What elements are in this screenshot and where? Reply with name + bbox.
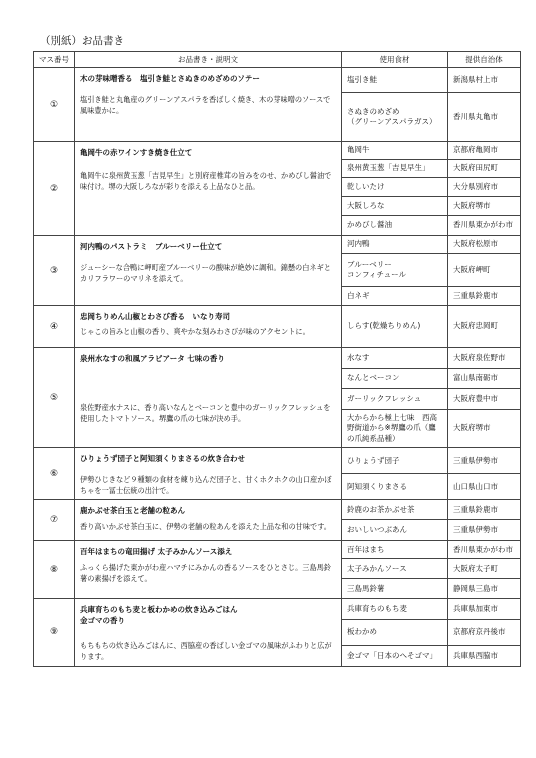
origin-cell: 三重県伊勢市: [448, 448, 521, 474]
table-header-row: [34, 52, 521, 68]
page-title: （別紙）お品書き: [40, 35, 124, 47]
origin-cell: 静岡県三島市: [448, 579, 521, 599]
origin-cell: 大阪府松原市: [448, 236, 521, 254]
ingredient-cell: 大からから極上七味 西高野街道から※堺鷹の爪（鷹の爪純系品種）: [342, 410, 448, 448]
table-row: [34, 68, 521, 93]
dish-description-cell: [75, 236, 342, 306]
dish-number: ⑤: [34, 348, 75, 448]
table-row: [34, 306, 521, 348]
dish-description: 香り高いかぶせ茶白玉に、伊勢の老舗の粒あんを添えた上品な和の甘味です。: [80, 522, 331, 532]
ingredient-cell: 板わかめ: [342, 620, 448, 646]
origin-cell: 京都府亀岡市: [448, 142, 521, 160]
table-row: [34, 500, 521, 520]
table-row: [34, 541, 521, 559]
dish-description-cell: [75, 68, 342, 142]
dish-name: 木の芽味噌香る 塩引き鮭とさぬきのめざめのソテー: [80, 74, 260, 83]
dish-description-cell: [75, 448, 342, 500]
dish-number: ⑨: [34, 599, 75, 666]
header-ingredients: 使用食材: [342, 52, 448, 68]
ingredient-cell: なんとベーコン: [342, 369, 448, 389]
dish-description: 伊勢ひじきなど９種類の食材を練り込んだ団子と、甘くホクホクの山口産かぼちゃを一冨士伝統の出汁で。: [80, 475, 332, 496]
origin-cell: 香川県丸亀市: [448, 93, 521, 142]
dish-number: ②: [34, 142, 75, 236]
origin-cell: 京都府京丹後市: [448, 620, 521, 646]
ingredient-cell: 塩引き鮭: [342, 68, 448, 93]
origin-cell: 香川県東かがわ市: [448, 216, 521, 236]
dish-name: 百年はまちの竜田揚げ 太子みかんソース添え: [80, 547, 233, 557]
dish-description-cell: [75, 500, 342, 541]
ingredient-cell: さぬきのめざめ （グリーンアスパラガス）: [342, 93, 448, 142]
origin-cell: 大阪府豊中市: [448, 389, 521, 410]
dish-description-cell: [75, 599, 342, 666]
dish-name: 河内鴨のパストラミ ブルーベリー仕立て: [80, 242, 223, 251]
origin-cell: 三重県鈴鹿市: [448, 287, 521, 306]
origin-cell: 香川県東かがわ市: [448, 541, 521, 559]
origin-cell: 山口県山口市: [448, 474, 521, 500]
ingredient-cell: 太子みかんソース: [342, 559, 448, 579]
ingredient-cell: おいしいつぶあん: [342, 520, 448, 541]
dish-name: 亀岡牛の赤ワインすき焼き仕立て: [80, 148, 193, 157]
dish-number: ⑥: [34, 448, 75, 500]
ingredient-cell: 亀岡牛: [342, 142, 448, 160]
dish-number: ⑦: [34, 500, 75, 541]
dish-description: 塩引き鮭と丸亀産のグリーンアスパラを香ばしく焼き、木の芽味噌のソースで風味豊かに。: [80, 95, 331, 116]
origin-cell: 兵庫県加東市: [448, 599, 521, 620]
dish-number: ⑧: [34, 541, 75, 599]
table-row: [34, 448, 521, 474]
origin-cell: 富山県南砺市: [448, 369, 521, 389]
header-origin: 提供自治体: [448, 52, 521, 68]
origin-cell: 兵庫県西脇市: [448, 645, 521, 666]
dish-name: 鹿かぶせ茶白玉と老舗の粒あん: [80, 506, 185, 516]
header-number: マス番号: [34, 52, 75, 68]
dish-description: もちもちの炊き込みごはんに、西脇産の香ばしい金ゴマの風味がふわりと広がります。: [80, 641, 332, 662]
dish-description-cell: [75, 541, 342, 599]
dish-description: ふっくら揚げた東かがわ産ハマチにみかんの香るソースをひとさじ。三島馬鈴薯の素揚げを添えて。: [80, 563, 332, 584]
ingredient-cell: 百年はまち: [342, 541, 448, 559]
ingredient-cell: ひりょうず団子: [342, 448, 448, 474]
dish-name: 泉州水なすの和風アラビアータ 七味の香り: [80, 354, 225, 363]
dish-number: ③: [34, 236, 75, 306]
table-row: [34, 236, 521, 254]
origin-cell: 新潟県村上市: [448, 68, 521, 93]
ingredient-cell: 河内鴨: [342, 236, 448, 254]
ingredient-cell: 金ゴマ「日本のへそゴマ」: [342, 645, 448, 666]
ingredient-cell: 乾しいたけ: [342, 178, 448, 197]
origin-cell: 大分県別府市: [448, 178, 521, 197]
dish-name: 忠岡ちりめん山椒とわさび香る いなり寿司: [80, 312, 230, 321]
ingredient-cell: 兵庫育ちのもち麦: [342, 599, 448, 620]
table-row: [34, 142, 521, 160]
origin-cell: 三重県鈴鹿市: [448, 500, 521, 520]
ingredient-cell: 大阪しろな: [342, 197, 448, 216]
ingredient-cell: 三島馬鈴薯: [342, 579, 448, 599]
dish-description-cell: [75, 306, 342, 348]
table-row: [34, 348, 521, 369]
origin-cell: 大阪府堺市: [448, 410, 521, 448]
ingredient-cell: 鈴鹿のお茶かぶせ茶: [342, 500, 448, 520]
dish-description-cell: [75, 142, 342, 236]
ingredient-cell: 白ネギ: [342, 287, 448, 306]
ingredient-cell: ブルーベリー コンフィチュール: [342, 254, 448, 287]
origin-cell: 三重県伊勢市: [448, 520, 521, 541]
origin-cell: 大阪府岬町: [448, 254, 521, 287]
menu-table-body: [34, 68, 521, 667]
dish-name: 兵庫育ちのもち麦と板わかめの炊き込みごはん 金ゴマの香り: [80, 605, 238, 626]
origin-cell: 大阪府忠岡町: [448, 306, 521, 348]
dish-number: ①: [34, 68, 75, 142]
origin-cell: 大阪府太子町: [448, 559, 521, 579]
ingredient-cell: ガーリックフレッシュ: [342, 389, 448, 410]
menu-table: [33, 51, 521, 667]
ingredient-cell: 水なす: [342, 348, 448, 369]
dish-description: 泉佐野産水ナスに、香り高いなんとベーコンと豊中のガーリックフレッシュを使用したトマトソース。堺鷹の爪の七味が決め手。: [80, 403, 331, 424]
origin-cell: 大阪府泉佐野市: [448, 348, 521, 369]
ingredient-cell: 阿知須くりまさる: [342, 474, 448, 500]
header-menu-description: お品書き・説明文: [75, 52, 342, 68]
origin-cell: 大阪府田尻町: [448, 160, 521, 178]
origin-cell: 大阪府堺市: [448, 197, 521, 216]
dish-description: じゃこの旨みと山椒の香り、爽やかな刻みわさびが味のアクセントに。: [80, 327, 310, 336]
dish-name: ひりょうず団子と阿知須くりまさるの炊き合わせ: [80, 454, 245, 463]
dish-description-cell: [75, 348, 342, 448]
ingredient-cell: かめびし醤油: [342, 216, 448, 236]
dish-description: 亀岡牛に泉州黄玉葱「吉見早生」と別府産椎茸の旨みをのせ、かめびし醤油で味付け。堺の大阪しろなが彩りを添える上品なひと品。: [80, 171, 332, 192]
ingredient-cell: 泉州黄玉葱「吉見早生」: [342, 160, 448, 178]
dish-number: ④: [34, 306, 75, 348]
table-row: [34, 599, 521, 620]
ingredient-cell: しらす(乾燥ちりめん): [342, 306, 448, 348]
dish-description: ジューシーな合鴨に岬町産ブルーベリーの酸味が絶妙に調和。錦懸の白ネギとカリフラワーのマリネを添えて。: [80, 263, 331, 284]
